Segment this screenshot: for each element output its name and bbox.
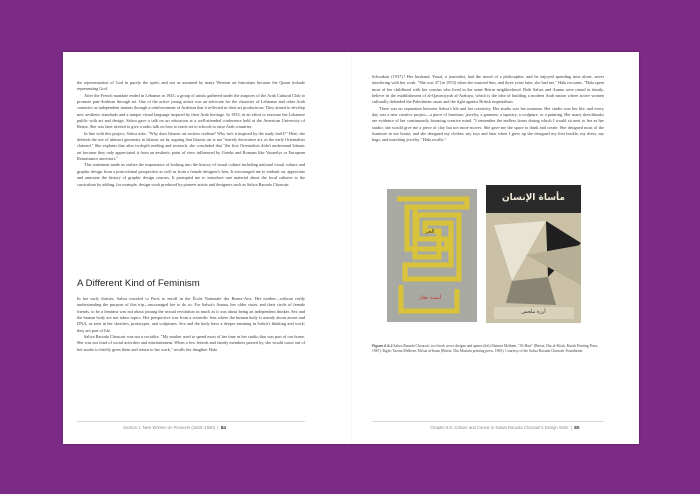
paragraph: This statement made us realize the importance of looking into the history of visual culture including national visual culture and graphic design from a postcolonial perspective as well as from a female designer's lens. It encouraged me to embark on, appreciate and annotate the history of graphic design courses. It prompted me to introduce rare material about the local cultures to the curriculum by adding, for example, design work produced by pioneer artists and designers such as Salwa Raouda Choucair. — [77, 162, 305, 187]
paragraph: In her early thirties, Salwa traveled to Paris to enroll in the École Nationale des Beaux-Arts. Her mother—without really understanding the purpose of this trip—encouraged her to do so. For Salwa's Aunna, her older sister, and their circle of female friends, to be a feminist was not about joining the sexual revolution as much as it was about being an independent thinker. Sex and the human body are not taboo topics. Her perspective was from a scientific lens where the human body is mainly about atoms and DNA, as seen in her sketches, prototypes, and sculptures. Sex and the body have a deeper meaning in Salwa's thinking and work; they are part of life. — [77, 296, 305, 333]
paragraph: After the French mandate ended in Lebanon in 1943, a group of artists gathered under the auspices of the Arab Cultural Club to promote pan-Arabism through art. One of the active young artists was an advocate for the character of Lebanese and other Arab countries as independent nations through a reinforcement of Arabism that it reflected in their art productions. They aimed to develop new aesthetic standards and a unique visual language inspired by their Arab heritage. In 1952, in an effort to reassure the Lebanese public with art and design, Salwa gave a talk on art education at a well-attended conference held at the American University of Beirut. She was later invited to give a radio talk on how to teach art to schools to raise Arab countries. — [77, 92, 305, 130]
footer-rule — [372, 421, 604, 422]
right-footer: Chapter 6.5: Culture and Career in Salwa Raouda Choucair's Design Work | 85 — [430, 425, 580, 430]
page-number: 85 — [574, 425, 580, 430]
figure-label: Figure 6.5.2 — [372, 344, 393, 348]
right-body-top — [372, 74, 604, 144]
right-page — [352, 52, 639, 444]
paragraph: Schoukair (1937).¹ Her husband, Yusuf, a journalist, had the mood of a philosopher, and he enjoyed spending time alone, never interfering with her work. "She was 37 [in 1953] when she married him, and three years later, she had me," Hala recounts. "Hala spent most of her childhood with her cousins who lived in the same Beirut neighborhood. Both Salwa and Aunna were raised in family, believe in the establishment of al-Qawmiyyah al-Arabiya, which is the idea of building a modern Arab nation where active women culturally defended the Palestinian cause and the fight against British imperialism. — [372, 74, 604, 105]
book-cover-right — [486, 185, 581, 323]
figure-caption — [372, 344, 604, 354]
paragraph: the representation of God in purely the spirit, and not as assumed by many Western art historians because the Quran forbade representing God. — [77, 80, 305, 92]
section-heading: A Different Kind of Feminism — [77, 278, 200, 289]
paragraph: There was no separation between Salwa's life and her creativity. Her studio was her museum. Her studio was her life, and every day was a new creative project—a piece of furniture, jewelry, a garment, a tapestry, a sculpture, or a painting. Her many sketchbooks are evidence of her continuously booming creative mind. "I remember the endless hours during which I would sit next to her as her studio; she would give me a piece of clay but not more moves. She gave me the space to think and create. She designed most of the furniture in our house, and she designed my clothes, my toys and later when I grew up she designed my first buckle, my dress, my bags, and matching jewelry," Hala recalls.¹ — [372, 105, 604, 143]
left-body-top — [77, 80, 305, 188]
cover-left-author: أنيسة نصّار — [418, 295, 442, 301]
footer-section-title: Chapter 6.5: Culture and Career in Salwa Raouda Choucair's Design Work — [430, 425, 569, 430]
figure-caption-text: Salwa Raouda Choucair: two book cover designs and spines (left) Shamsa Melhem, "Al-Hurr" (Beirut: Dar al-Kitab, Kutub Printing Press, 1967). Right: Tazruz Melhem, Ma'sat al-Insan (Beirut: Dar Mustafa printing press, 1965). Courtesy of the Salwa Raouda Choucair Foundation. — [372, 344, 599, 354]
cover-right-artwork — [486, 185, 581, 323]
footer-section-title: Section 1: New Women on Pioneers (1830–1930) — [123, 425, 216, 430]
left-body-bottom — [77, 296, 305, 353]
cover-left-artwork — [387, 189, 477, 322]
cover-left-title: الحر — [425, 229, 435, 235]
cover-right-title: مأساة الإنسان — [501, 193, 565, 203]
book-spread — [63, 52, 639, 444]
paragraph: In line with this project, Salwa asks: "Why does Islamic art eschew realism? Why isn't it inspired by the study itself?" Here, she defends the use of abstract geometry in Islamic art by arguing that Islamic art is not "merely decorative art, as the early Orientalists claimed." She explains that after in-depth reading and research, she concluded that "the first Orientalists didn't understand Islamic art because they only appreciated it from an aesthetic point of view influenced by Greeks and Romans like Vasarelys or European Renaissance ancestors." — [77, 130, 305, 162]
cover-right-author: أرزة ملحس — [521, 309, 546, 315]
footer-rule — [77, 421, 305, 422]
left-page — [63, 52, 351, 444]
left-footer: Section 1: New Women on Pioneers (1830–1930) | 84 — [123, 425, 226, 430]
book-cover-left — [387, 189, 477, 322]
paragraph: Salwa Raouda Choucair was not a socialite. "My mother used to spend most of her time in her studio that was part of our home. She was not fond of social activities and entertainment. When a few friends and family members passed by, she would come out of her studio to briefly greet them and return to her work," recalls her daughter Hala — [77, 334, 305, 352]
page-number: 84 — [220, 425, 226, 430]
